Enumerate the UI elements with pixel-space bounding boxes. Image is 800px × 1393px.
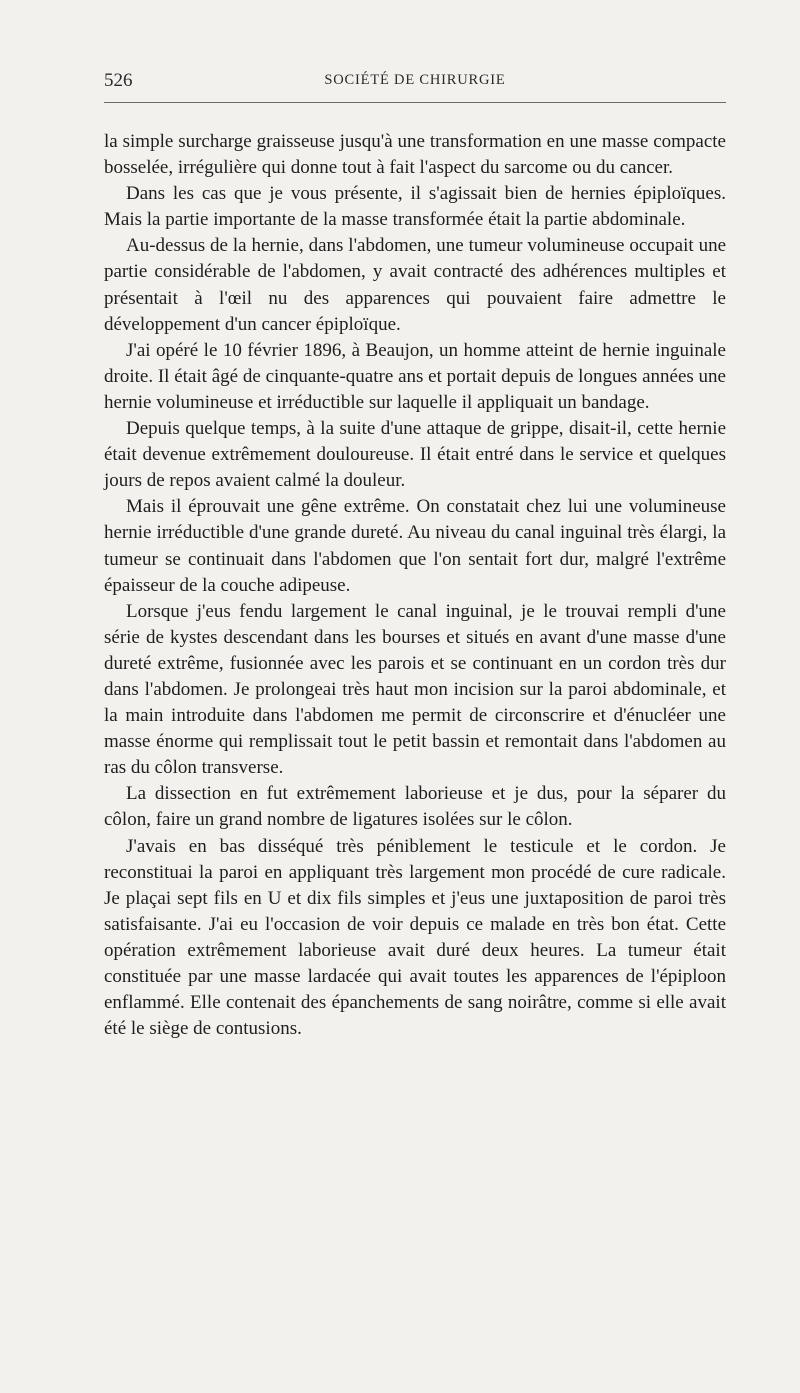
paragraph: Mais il éprouvait une gêne extrême. On constatait chez lui une volumineuse hernie irréductible d'une grande dureté. Au niveau du canal inguinal très élargi, la tumeur se continuait dans l'abdomen que l'on sentait fort dur, malgré l'extrême épaisseur de la couche adipeuse.	[104, 496, 726, 596]
paragraph: Depuis quelque temps, à la suite d'une attaque de grippe, disait-il, cette hernie était devenue extrêmement douloureuse. Il était entré dans le service et quelques jours de repos avaient calmé la douleur.	[104, 418, 726, 492]
body-text	[104, 129, 726, 1042]
paragraph: J'ai opéré le 10 février 1896, à Beaujon, un homme atteint de hernie inguinale droite. Il était âgé de cinquante-quatre ans et portait depuis de longues années une hernie volumineuse et irréductible sur laquelle il appliquait un bandage.	[104, 339, 726, 413]
header-rule	[104, 102, 726, 103]
running-title: SOCIÉTÉ DE CHIRURGIE	[324, 72, 506, 88]
paragraph: la simple surcharge graisseuse jusqu'à une transformation en une masse compacte bosselée, irrégulière qui donne tout à fait l'aspect du sarcome ou du cancer.	[104, 131, 726, 179]
paragraph: Dans les cas que je vous présente, il s'agissait bien de hernies épiploïques. Mais la partie importante de la masse transformée était la partie abdominale.	[104, 183, 726, 231]
paragraph: Au-dessus de la hernie, dans l'abdomen, une tumeur volumineuse occupait une partie considérable de l'abdomen, y avait contracté des adhérences multiples et présentait à l'œil nu des apparences qui pouvaient faire admettre le développement d'un cancer épiploïque.	[104, 235, 726, 335]
paragraph: Lorsque j'eus fendu largement le canal inguinal, je le trouvai rempli d'une série de kystes descendant dans les bourses et situés en avant d'une masse d'une dureté extrême, fusionnée avec les parois et se continuant en un cordon très dur dans l'abdomen. Je prolongeai très haut mon incision sur la paroi abdominale, et la main introduite dans l'abdomen me permit de circonscrire et d'énucléer une masse énorme qui remplissait tout le petit bassin et remontait dans l'abdomen au ras du côlon transverse.	[104, 600, 726, 779]
paragraph: J'avais en bas disséqué très péniblement le testicule et le cordon. Je reconstituai la paroi en appliquant très largement mon procédé de cure radicale. Je plaçai sept fils en U et dix fils simples et j'eus une juxtaposition de paroi très satisfaisante. J'ai eu l'occasion de voir depuis ce malade en très bon état. Cette opération extrêmement laborieuse avait duré deux heures. La tumeur était constituée par une masse lardacée qui avait toutes les apparences de l'épiploon enflammé. Elle contenait des épanchements de sang noirâtre, comme si elle avait été le siège de contusions.	[104, 835, 726, 1040]
page-number: 526	[104, 70, 133, 91]
page-header	[104, 70, 726, 92]
paragraph: La dissection en fut extrêmement laborieuse et je dus, pour la séparer du côlon, faire un grand nombre de ligatures isolées sur le côlon.	[104, 783, 726, 831]
